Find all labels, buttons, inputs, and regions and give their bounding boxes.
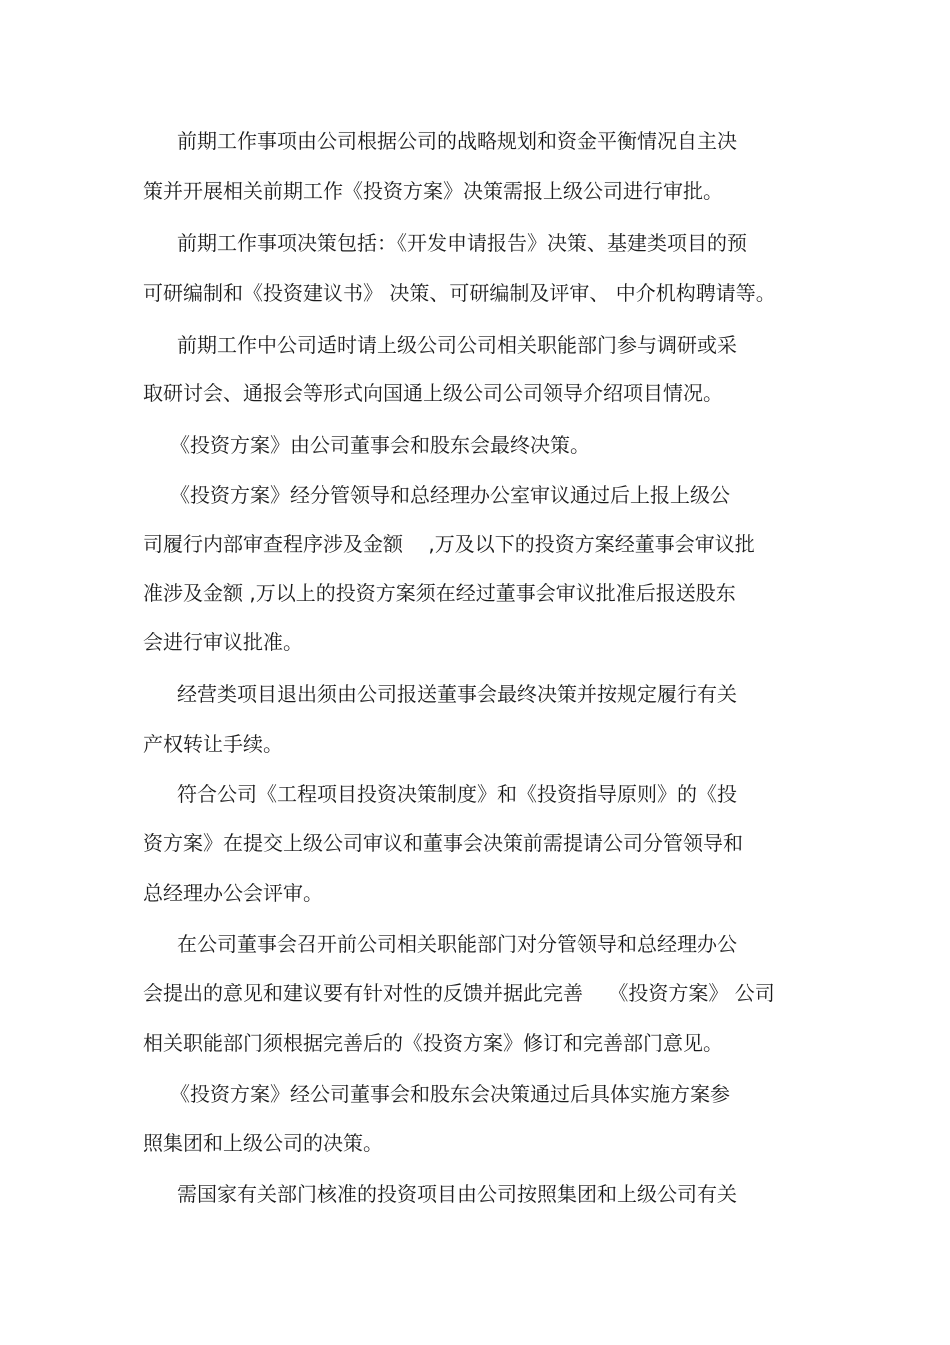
- text-line: 相关职能部门须根据完善后的《投资方案》修订和完善部门意见。: [143, 1031, 723, 1055]
- text-line: 司履行内部审查程序涉及金额 ,万及以下的投资方案经董事会审议批: [143, 532, 755, 556]
- text-line: 产权转让手续。: [143, 732, 283, 756]
- text-line: 策并开展相关前期工作《投资方案》决策需报上级公司进行审批。: [143, 179, 723, 203]
- text-line: 总经理办公会评审。: [143, 881, 323, 905]
- text-line: 在公司董事会召开前公司相关职能部门对分管领导和总经理办公: [177, 932, 737, 956]
- text-line: 资方案》在提交上级公司审议和董事会决策前需提请公司分管领导和: [143, 831, 743, 855]
- text-line: 准涉及金额 ,万以上的投资方案须在经过董事会审议批准后报送股东: [143, 581, 736, 605]
- text-line: 会进行审议批准。: [143, 630, 303, 654]
- text-line: 符合公司《工程项目投资决策制度》和《投资指导原则》的《投: [177, 782, 737, 806]
- text-line: 前期工作事项由公司根据公司的战略规划和资金平衡情况自主决: [177, 129, 737, 153]
- text-line: 《投资方案》由公司董事会和股东会最终决策。: [170, 433, 590, 457]
- text-line: 取研讨会、通报会等形式向国通上级公司公司领导介绍项目情况。: [143, 381, 723, 405]
- text-line: 可研编制和《投资建议书》 决策、可研编制及评审、 中介机构聘请等。: [143, 281, 776, 305]
- text-line: 经营类项目退出须由公司报送董事会最终决策并按规定履行有关: [177, 682, 737, 706]
- text-line: 需国家有关部门核准的投资项目由公司按照集团和上级公司有关: [177, 1182, 737, 1206]
- text-line: 前期工作中公司适时请上级公司公司相关职能部门参与调研或采: [177, 333, 737, 357]
- text-line: 《投资方案》经公司董事会和股东会决策通过后具体实施方案参: [170, 1082, 730, 1106]
- text-line: 会提出的意见和建议要有针对性的反馈并据此完善 《投资方案》 公司: [143, 981, 775, 1005]
- text-line: 前期工作事项决策包括：《开发申请报告》决策、基建类项目的预: [177, 231, 747, 255]
- text-line: 照集团和上级公司的决策。: [143, 1131, 383, 1155]
- text-line: 《投资方案》经分管领导和总经理办公室审议通过后上报上级公: [170, 483, 730, 507]
